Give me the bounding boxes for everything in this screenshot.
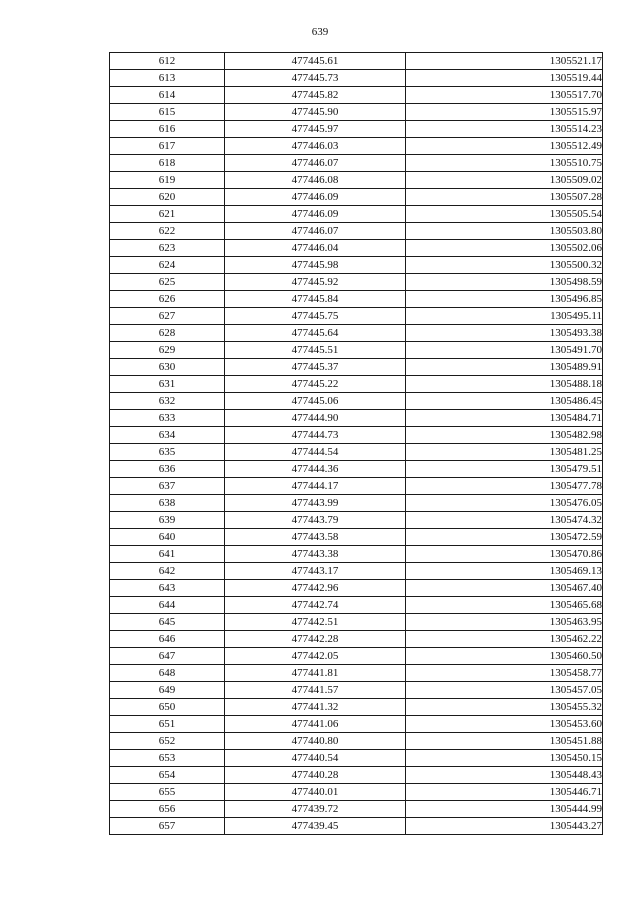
- point-number-cell: 626: [110, 291, 225, 308]
- point-number-cell: 638: [110, 495, 225, 512]
- point-number-cell: 639: [110, 512, 225, 529]
- y-coordinate-cell: 1305484.71: [406, 410, 603, 427]
- table-row: [110, 240, 603, 257]
- point-number-cell: 654: [110, 767, 225, 784]
- y-coordinate-cell: 1305457.05: [406, 682, 603, 699]
- point-number-cell: 618: [110, 155, 225, 172]
- point-number-cell: 613: [110, 70, 225, 87]
- table-row: [110, 359, 603, 376]
- table-row: [110, 274, 603, 291]
- point-number-cell: 656: [110, 801, 225, 818]
- y-coordinate-cell: 1305453.60: [406, 716, 603, 733]
- x-coordinate-cell: 477442.05: [225, 648, 406, 665]
- x-coordinate-cell: 477445.22: [225, 376, 406, 393]
- point-number-cell: 641: [110, 546, 225, 563]
- y-coordinate-cell: 1305519.44: [406, 70, 603, 87]
- table-row: [110, 257, 603, 274]
- y-coordinate-cell: 1305476.05: [406, 495, 603, 512]
- table-row: [110, 818, 603, 835]
- y-coordinate-cell: 1305482.98: [406, 427, 603, 444]
- y-coordinate-cell: 1305491.70: [406, 342, 603, 359]
- y-coordinate-cell: 1305467.40: [406, 580, 603, 597]
- y-coordinate-cell: 1305509.02: [406, 172, 603, 189]
- table-row: [110, 648, 603, 665]
- x-coordinate-cell: 477441.06: [225, 716, 406, 733]
- point-number-cell: 617: [110, 138, 225, 155]
- point-number-cell: 633: [110, 410, 225, 427]
- table-row: [110, 206, 603, 223]
- y-coordinate-cell: 1305512.49: [406, 138, 603, 155]
- x-coordinate-cell: 477442.51: [225, 614, 406, 631]
- table-row: [110, 104, 603, 121]
- table-row: [110, 223, 603, 240]
- point-number-cell: 642: [110, 563, 225, 580]
- point-number-cell: 619: [110, 172, 225, 189]
- y-coordinate-cell: 1305507.28: [406, 189, 603, 206]
- y-coordinate-cell: 1305496.85: [406, 291, 603, 308]
- y-coordinate-cell: 1305446.71: [406, 784, 603, 801]
- table-row: [110, 444, 603, 461]
- y-coordinate-cell: 1305481.25: [406, 444, 603, 461]
- point-number-cell: 652: [110, 733, 225, 750]
- point-number-cell: 627: [110, 308, 225, 325]
- point-number-cell: 643: [110, 580, 225, 597]
- x-coordinate-cell: 477445.97: [225, 121, 406, 138]
- x-coordinate-cell: 477440.80: [225, 733, 406, 750]
- x-coordinate-cell: 477439.45: [225, 818, 406, 835]
- table-row: [110, 138, 603, 155]
- y-coordinate-cell: 1305498.59: [406, 274, 603, 291]
- table-row: [110, 529, 603, 546]
- coordinates-table-body: [110, 53, 603, 835]
- x-coordinate-cell: 477445.82: [225, 87, 406, 104]
- point-number-cell: 622: [110, 223, 225, 240]
- point-number-cell: 657: [110, 818, 225, 835]
- y-coordinate-cell: 1305451.88: [406, 733, 603, 750]
- x-coordinate-cell: 477445.90: [225, 104, 406, 121]
- y-coordinate-cell: 1305493.38: [406, 325, 603, 342]
- point-number-cell: 650: [110, 699, 225, 716]
- table-row: [110, 750, 603, 767]
- x-coordinate-cell: 477443.79: [225, 512, 406, 529]
- point-number-cell: 634: [110, 427, 225, 444]
- table-row: [110, 172, 603, 189]
- x-coordinate-cell: 477441.32: [225, 699, 406, 716]
- table-row: [110, 665, 603, 682]
- point-number-cell: 629: [110, 342, 225, 359]
- table-row: [110, 631, 603, 648]
- x-coordinate-cell: 477445.61: [225, 53, 406, 70]
- table-row: [110, 733, 603, 750]
- point-number-cell: 645: [110, 614, 225, 631]
- point-number-cell: 655: [110, 784, 225, 801]
- point-number-cell: 630: [110, 359, 225, 376]
- y-coordinate-cell: 1305479.51: [406, 461, 603, 478]
- table-row: [110, 461, 603, 478]
- point-number-cell: 651: [110, 716, 225, 733]
- x-coordinate-cell: 477446.03: [225, 138, 406, 155]
- point-number-cell: 648: [110, 665, 225, 682]
- x-coordinate-cell: 477445.84: [225, 291, 406, 308]
- table-row: [110, 495, 603, 512]
- x-coordinate-cell: 477439.72: [225, 801, 406, 818]
- table-row: [110, 563, 603, 580]
- table-row: [110, 189, 603, 206]
- table-row: [110, 716, 603, 733]
- point-number-cell: 649: [110, 682, 225, 699]
- y-coordinate-cell: 1305477.78: [406, 478, 603, 495]
- y-coordinate-cell: 1305474.32: [406, 512, 603, 529]
- point-number-cell: 621: [110, 206, 225, 223]
- y-coordinate-cell: 1305495.11: [406, 308, 603, 325]
- y-coordinate-cell: 1305488.18: [406, 376, 603, 393]
- y-coordinate-cell: 1305462.22: [406, 631, 603, 648]
- x-coordinate-cell: 477445.98: [225, 257, 406, 274]
- table-row: [110, 580, 603, 597]
- y-coordinate-cell: 1305505.54: [406, 206, 603, 223]
- y-coordinate-cell: 1305450.15: [406, 750, 603, 767]
- point-number-cell: 623: [110, 240, 225, 257]
- x-coordinate-cell: 477444.90: [225, 410, 406, 427]
- y-coordinate-cell: 1305448.43: [406, 767, 603, 784]
- table-row: [110, 53, 603, 70]
- x-coordinate-cell: 477440.54: [225, 750, 406, 767]
- y-coordinate-cell: 1305444.99: [406, 801, 603, 818]
- table-row: [110, 155, 603, 172]
- x-coordinate-cell: 477446.09: [225, 189, 406, 206]
- x-coordinate-cell: 477446.07: [225, 223, 406, 240]
- table-row: [110, 784, 603, 801]
- point-number-cell: 628: [110, 325, 225, 342]
- x-coordinate-cell: 477440.28: [225, 767, 406, 784]
- table-row: [110, 597, 603, 614]
- x-coordinate-cell: 477445.51: [225, 342, 406, 359]
- y-coordinate-cell: 1305486.45: [406, 393, 603, 410]
- y-coordinate-cell: 1305458.77: [406, 665, 603, 682]
- table-row: [110, 376, 603, 393]
- table-row: [110, 70, 603, 87]
- point-number-cell: 640: [110, 529, 225, 546]
- y-coordinate-cell: 1305517.70: [406, 87, 603, 104]
- point-number-cell: 615: [110, 104, 225, 121]
- y-coordinate-cell: 1305503.80: [406, 223, 603, 240]
- y-coordinate-cell: 1305455.32: [406, 699, 603, 716]
- point-number-cell: 631: [110, 376, 225, 393]
- table-row: [110, 410, 603, 427]
- table-row: [110, 512, 603, 529]
- x-coordinate-cell: 477442.74: [225, 597, 406, 614]
- x-coordinate-cell: 477442.96: [225, 580, 406, 597]
- y-coordinate-cell: 1305463.95: [406, 614, 603, 631]
- x-coordinate-cell: 477445.64: [225, 325, 406, 342]
- x-coordinate-cell: 477445.92: [225, 274, 406, 291]
- x-coordinate-cell: 477443.17: [225, 563, 406, 580]
- y-coordinate-cell: 1305443.27: [406, 818, 603, 835]
- x-coordinate-cell: 477444.54: [225, 444, 406, 461]
- y-coordinate-cell: 1305521.17: [406, 53, 603, 70]
- y-coordinate-cell: 1305469.13: [406, 563, 603, 580]
- table-row: [110, 325, 603, 342]
- y-coordinate-cell: 1305460.50: [406, 648, 603, 665]
- x-coordinate-cell: 477445.75: [225, 308, 406, 325]
- y-coordinate-cell: 1305510.75: [406, 155, 603, 172]
- table-row: [110, 614, 603, 631]
- point-number-cell: 624: [110, 257, 225, 274]
- point-number-cell: 644: [110, 597, 225, 614]
- coordinates-table: [109, 52, 603, 835]
- y-coordinate-cell: 1305465.68: [406, 597, 603, 614]
- y-coordinate-cell: 1305500.32: [406, 257, 603, 274]
- x-coordinate-cell: 477441.57: [225, 682, 406, 699]
- table-row: [110, 427, 603, 444]
- table-row: [110, 478, 603, 495]
- x-coordinate-cell: 477445.73: [225, 70, 406, 87]
- table-row: [110, 87, 603, 104]
- page-number: 639: [311, 26, 329, 38]
- table-row: [110, 121, 603, 138]
- x-coordinate-cell: 477444.73: [225, 427, 406, 444]
- table-row: [110, 801, 603, 818]
- x-coordinate-cell: 477444.36: [225, 461, 406, 478]
- point-number-cell: 625: [110, 274, 225, 291]
- point-number-cell: 646: [110, 631, 225, 648]
- x-coordinate-cell: 477440.01: [225, 784, 406, 801]
- x-coordinate-cell: 477446.08: [225, 172, 406, 189]
- x-coordinate-cell: 477445.06: [225, 393, 406, 410]
- x-coordinate-cell: 477446.09: [225, 206, 406, 223]
- point-number-cell: 636: [110, 461, 225, 478]
- x-coordinate-cell: 477446.04: [225, 240, 406, 257]
- table-row: [110, 342, 603, 359]
- table-row: [110, 291, 603, 308]
- point-number-cell: 632: [110, 393, 225, 410]
- table-row: [110, 308, 603, 325]
- table-row: [110, 393, 603, 410]
- point-number-cell: 620: [110, 189, 225, 206]
- table-row: [110, 699, 603, 716]
- y-coordinate-cell: 1305515.97: [406, 104, 603, 121]
- point-number-cell: 637: [110, 478, 225, 495]
- x-coordinate-cell: 477441.81: [225, 665, 406, 682]
- table-row: [110, 767, 603, 784]
- x-coordinate-cell: 477443.99: [225, 495, 406, 512]
- x-coordinate-cell: 477442.28: [225, 631, 406, 648]
- y-coordinate-cell: 1305502.06: [406, 240, 603, 257]
- point-number-cell: 616: [110, 121, 225, 138]
- point-number-cell: 635: [110, 444, 225, 461]
- point-number-cell: 647: [110, 648, 225, 665]
- x-coordinate-cell: 477445.37: [225, 359, 406, 376]
- x-coordinate-cell: 477444.17: [225, 478, 406, 495]
- y-coordinate-cell: 1305489.91: [406, 359, 603, 376]
- table-row: [110, 682, 603, 699]
- point-number-cell: 653: [110, 750, 225, 767]
- table-row: [110, 546, 603, 563]
- point-number-cell: 614: [110, 87, 225, 104]
- y-coordinate-cell: 1305470.86: [406, 546, 603, 563]
- x-coordinate-cell: 477443.58: [225, 529, 406, 546]
- y-coordinate-cell: 1305514.23: [406, 121, 603, 138]
- x-coordinate-cell: 477443.38: [225, 546, 406, 563]
- point-number-cell: 612: [110, 53, 225, 70]
- y-coordinate-cell: 1305472.59: [406, 529, 603, 546]
- x-coordinate-cell: 477446.07: [225, 155, 406, 172]
